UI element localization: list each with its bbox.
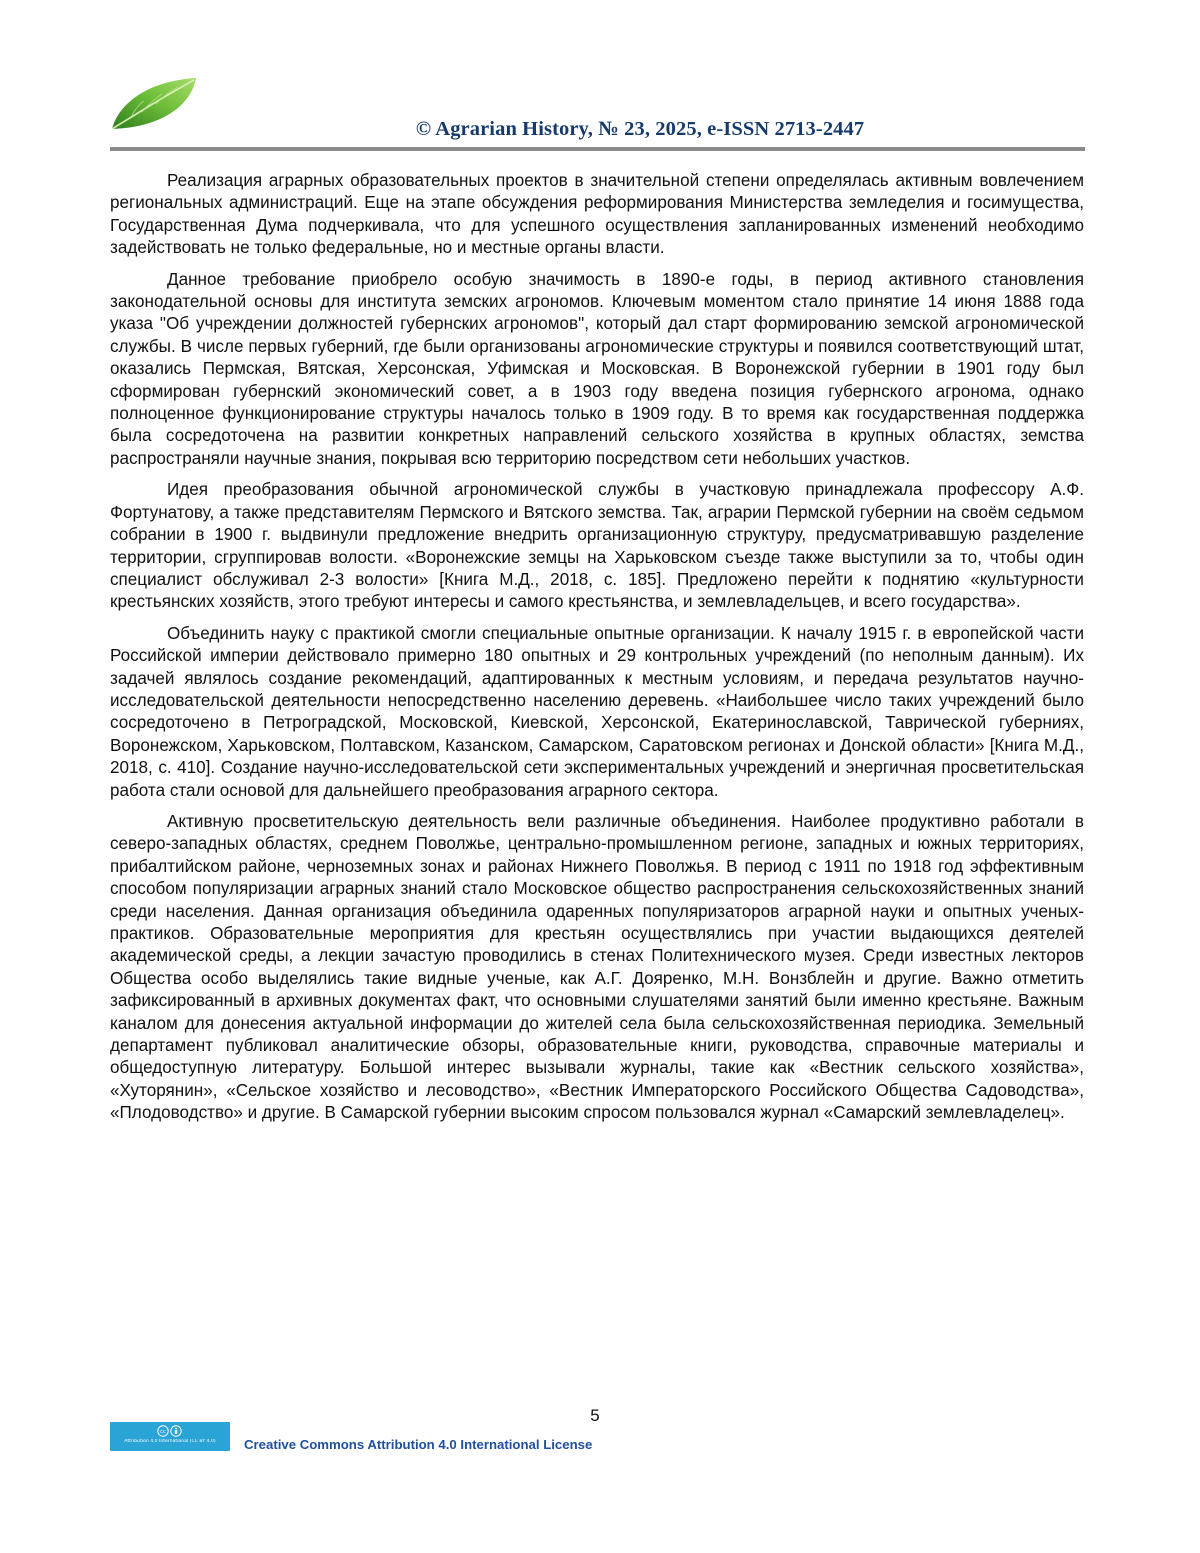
- paragraph: Данное требование приобрело особую значимость в 1890-е годы, в период активного становления законодательной основы для института земских агрономов. Ключевым моментом стало принятие 14 июня 1888 года указа "Об учреждении должностей губернских агрономов", который дал старт формированию земской агрономической службы. В числе первых губерний, где были организованы агрономические структуры и появился соответствующий штат, оказались Пермская, Вятская, Херсонская, Уфимская и Московская. В Воронежской губернии в 1901 году был сформирован губернский экономический совет, а в 1903 году введена позиция губернского агронома, однако полноценное функционирование структуры началось только в 1909 году. В то время как государственная поддержка была сосредоточена на развитии конкретных направлений сельского хозяйства в крупных областях, земства распространяли научные знания, покрывая всю территорию посредством сети небольших участков.: [110, 269, 1084, 468]
- journal-header-title: © Agrarian History, № 23, 2025, e-ISSN 2713-2447: [415, 118, 865, 140]
- article-body: [110, 170, 1084, 1134]
- paragraph: Активную просветительскую деятельность вели различные объединения. Наиболее продуктивно работали в северо-западных областях, среднем Поволжье, центрально-промышленном регионе, западных и южных территориях, прибалтийском районе, черноземных зонах и районах Нижнего Поволжья. В период с 1911 по 1918 год эффективным способом популяризации аграрных знаний стало Московское общество распространения сельскохозяйственных знаний среди населения. Данная организация объединила одаренных популяризаторов аграрной науки и опытных ученых-практиков. Образовательные мероприятия для крестьян осуществлялись при участии выдающихся деятелей академической среды, а лекции зачастую проводились в стенах Политехнического музея. Среди известных лекторов Общества особо выделялись такие видные ученые, как А.Г. Дояренко, М.Н. Вонзблейн и другие. Важно отметить зафиксированный в архивных документах факт, что основными слушателями занятий были именно крестьяне. Важным каналом для донесения актуальной информации до жителей села была сельскохозяйственная периодика. Земельный департамент публиковал аналитические обзоры, образовательные книги, руководства, справочные материалы и общедоступную литературу. Большой интерес вызывали журналы, такие как «Вестник сельского хозяйства», «Хуторянин», «Сельское хозяйство и лесоводство», «Вестник Императорского Российского Общества Садоводства», «Плодоводство» и другие. В Самарской губернии высоким спросом пользовался журнал «Самарский землевладелец».: [110, 811, 1084, 1123]
- leaf-icon: [108, 75, 200, 133]
- paragraph: Реализация аграрных образовательных проектов в значительной степени определялась активным вовлечением региональных администраций. Еще на этапе обсуждения реформирования Министерства земледелия и госимущества, Государственная Дума подчеркивала, что для успешного осуществления запланированных изменений необходимо задействовать не только федеральные, но и местные органы власти.: [110, 171, 1084, 258]
- license-link[interactable]: Creative Commons Attribution 4.0 International License: [244, 1437, 593, 1452]
- paragraph: Идея преобразования обычной агрономической службы в участковую принадлежала профессору А.Ф. Фортунатову, а также представителям Пермского и Вятского земства. Так, аграрии Пермской губернии на своём седьмом собрании в 1900 г. выдвинули предложение внедрить организационную структуру, предусматривавшую разделение территории, сгруппировав волости. «Воронежские земцы на Харьковском съезде также выступили за то, чтобы один специалист обслуживал 2-3 волости» [Книга М.Д., 2018, с. 185]. Предложено перейти к поднятию «культурности крестьянских хозяйств, этого требуют интересы и самого крестьянства, и землевладельцев, и всего государства».: [110, 480, 1084, 612]
- header-divider: [110, 147, 1085, 151]
- cc-license-badge[interactable]: [110, 1422, 230, 1451]
- page-number: 5: [590, 1406, 600, 1425]
- creative-commons-icon: [110, 1424, 230, 1438]
- svg-text:cc: cc: [160, 1429, 166, 1436]
- cc-badge-label: Attribution 4.0 International (CC BY 4.0): [124, 1439, 216, 1444]
- paragraph: Объединить науку с практикой смогли специальные опытные организации. К началу 1915 г. в европейской части Российской империи действовало примерно 180 опытных и 29 контрольных учреждений (по неполным данным). Их задачей являлось создание рекомендаций, адаптированных к местным условиям, и передача результатов научно-исследовательской деятельности непосредственно населению деревень. «Наибольшее число таких учреждений было сосредоточено в Петроградской, Московской, Киевской, Херсонской, Екатеринославской, Таврической губерниях, Воронежском, Харьковском, Полтавском, Казанском, Самарском, Саратовском регионах и Донской области» [Книга М.Д., 2018, с. 410]. Создание научно-исследовательской сети экспериментальных учреждений и энергичная просветительская работа стали основой для дальнейшего преобразования аграрного сектора.: [110, 623, 1084, 800]
